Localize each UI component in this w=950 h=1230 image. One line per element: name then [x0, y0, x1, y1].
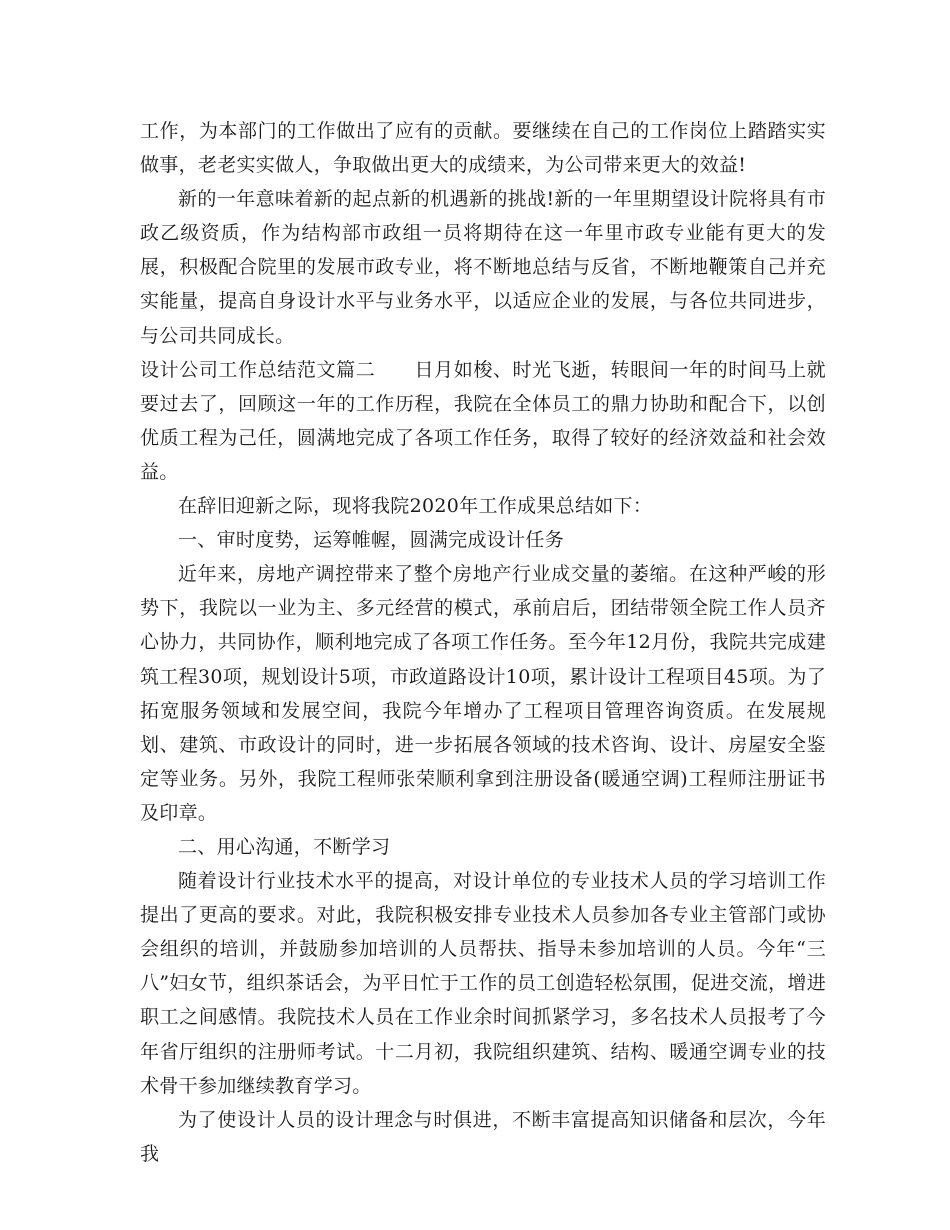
document-body [140, 114, 826, 1171]
paragraph-6: 随着设计行业技术水平的提高，对设计单位的专业技术人员的学习培训工作提出了更高的要求。对此，我院积极安排专业技术人员参加各专业主管部门或协会组织的培训，并鼓励参加培训的人员帮扶、指导未参加培训的人员。今年“三八”妇女节，组织茶话会，为平日忙于工作的员工创造轻松氛围，促进交流，增进职工之间感情。我院技术人员在工作业余时间抓紧学习，多名技术人员报考了今年省厅组织的注册师考试。十二月初，我院组织建筑、结构、暖通空调专业的技术骨干参加继续教育学习。 [140, 870, 826, 1097]
paragraph-1: 工作，为本部门的工作做出了应有的贡献。要继续在自己的工作岗位上踏踏实实做事，老老实实做人，争取做出更大的成绩来，为公司带来更大的效益! [140, 120, 826, 177]
paragraph-7: 为了使设计人员的设计理念与时俱进，不断丰富提高知识储备和层次，今年我 [140, 1108, 826, 1165]
paragraph-2: 新的一年意味着新的起点新的机遇新的挑战!新的一年里期望设计院将具有市政乙级资质，作为结构部市政组一员将期待在这一年里市政专业能有更大的发展，积极配合院里的发展市政专业，将不断地总结与反省，不断地鞭策自己并充实能量，提高自身设计水平与业务水平，以适应企业的发展，与各位共同进步，与公司共同成长。 [140, 188, 826, 347]
section-heading-1: 一、审时度势，运筹帷幄，圆满完成设计任务 [178, 529, 565, 552]
section-heading-2: 二、用心沟通，不断学习 [178, 835, 391, 858]
paragraph-4: 在辞旧迎新之际，现将我院2020年工作成果总结如下： [178, 495, 653, 518]
paragraph-3-section-heading: 设计公司工作总结范文篇二 日月如梭、时光飞逝，转眼间一年的时间马上就要过去了，回顾这一年的工作历程，我院在全体员工的鼎力协助和配合下，以创优质工程为己任，圆满地完成了各项工作任务，取得了较好的经济效益和社会效益。 [140, 358, 826, 483]
paragraph-5: 近年来，房地产调控带来了整个房地产行业成交量的萎缩。在这种严峻的形势下，我院以一业为主、多元经营的模式，承前启后，团结带领全院工作人员齐心协力，共同协作，顺利地完成了各项工作任务。至今年12月份，我院共完成建筑工程30项，规划设计5项，市政道路设计10项，累计设计工程项目45项。为了拓宽服务领域和发展空间，我院今年增办了工程项目管理咨询资质。在发展规划、建筑、市政设计的同时，进一步拓展各领域的技术咨询、设计、房屋安全鉴定等业务。另外，我院工程师张荣顺利拿到注册设备(暖通空调)工程师注册证书及印章。 [140, 563, 826, 824]
